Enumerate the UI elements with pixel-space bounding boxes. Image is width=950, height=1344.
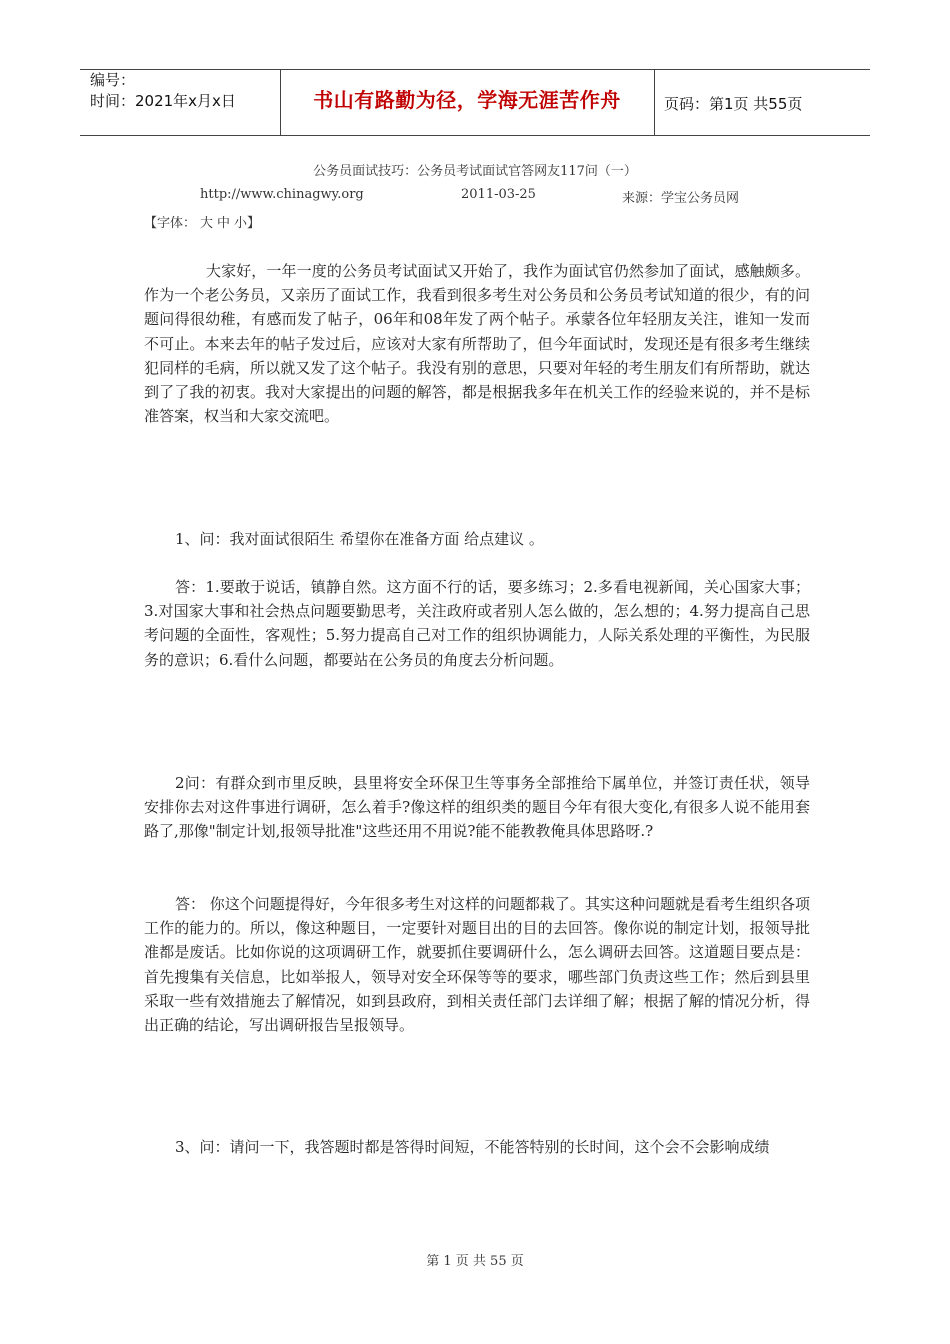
article-title: 公务员面试技巧：公务员考试面试官答网友117问（一）: [313, 164, 637, 179]
header-bottom-rule: [80, 135, 870, 136]
article-date: 2011-03-25: [461, 187, 536, 202]
font-size-selector: [144, 212, 264, 231]
font-size-label: 【字体：: [144, 216, 197, 231]
intro-paragraph: 大家好，一年一度的公务员考试面试又开始了，我作为面试官仍然参加了面试，感触颇多。作为一个老公务员，又亲历了面试工作，我看到很多考生对公务员和公务员考试知道的很少，有的问题问得很幼稚，有感而发了帖子，06年和08年发了两个帖子。承蒙各位年轻朋友关注，谁知一发而不可止。本来去年的帖子发过后，应该对大家有所帮助了，但今年面试时，发现还是有很多考生继续犯同样的毛病，所以就又发了这个帖子。我没有别的意思，只要对年轻的考生朋友们有所帮助，就达到了了我的初衷。我对大家提出的问题的解答，都是根据我多年在机关工作的经验来说的，并不是标准答案，权当和大家交流吧。: [144, 262, 810, 426]
article-source: 来源：学宝公务员网: [622, 191, 740, 206]
header-meta: [90, 70, 236, 112]
doc-number-label: 编号：: [90, 71, 136, 89]
page-footer: 第 1 页 共 55 页: [426, 1254, 524, 1269]
question-3: 3、问：请问一下，我答题时都是答得时间短，不能答特别的长时间，这个会不会影响成绩: [175, 1138, 770, 1156]
header-page-info: 页码：第1页 共55页: [664, 95, 803, 113]
answer-1: 答：1.要敢于说话，镇静自然。这方面不行的话，要多练习；2.多看电视新闻，关心国家大事；3.对国家大事和社会热点问题要勤思考，关注政府或者别人怎么做的，怎么想的；4.努力提高自己思考问题的全面性，客观性；5.努力提高自己对工作的组织协调能力，人际关系处理的平衡性，为民服务的意识；6.看什么问题，都要站在公务员的角度去分析问题。: [144, 578, 810, 669]
doc-date-label: 时间：2021年x月x日: [90, 92, 236, 110]
font-size-large-link[interactable]: 大: [200, 216, 214, 231]
question-1: 1、问：我对面试很陌生 希望你在准备方面 给点建议 。: [175, 530, 544, 548]
font-size-medium-link[interactable]: 中: [217, 216, 231, 231]
header-motto: 书山有路勤为径，学海无涯苦作舟: [313, 88, 621, 112]
article-url[interactable]: http://www.chinagwy.org: [200, 187, 364, 202]
answer-2: 答： 你这个问题提得好，今年很多考生对这样的问题都栽了。其实这种问题就是看考生组织各项工作的能力的。所以，像这种题目，一定要针对题目出的目的去回答。像你说的制定计划，报领导批准都是废话。比如你说的这项调研工作，就要抓住要调研什么，怎么调研去回答。这道题目要点是：首先搜集有关信息，比如举报人，领导对安全环保等等的要求，哪些部门负责这些工作；然后到县里采取一些有效措施去了解情况，如到县政府，到相关责任部门去详细了解；根据了解的情况分析，得出正确的结论，写出调研报告呈报领导。: [144, 895, 810, 1035]
header-divider-right: [654, 69, 655, 135]
question-2: 2问：有群众到市里反映，县里将安全环保卫生等事务全部推给下属单位，并签订责任状，领导安排你去对这件事进行调研，怎么着手?像这样的组织类的题目今年有很大变化,有很多人说不能用套路了,那像"制定计划,报领导批准"这些还用不用说?能不能教教俺具体思路呀.?: [144, 774, 810, 841]
font-size-small-link[interactable]: 小】: [234, 216, 261, 231]
